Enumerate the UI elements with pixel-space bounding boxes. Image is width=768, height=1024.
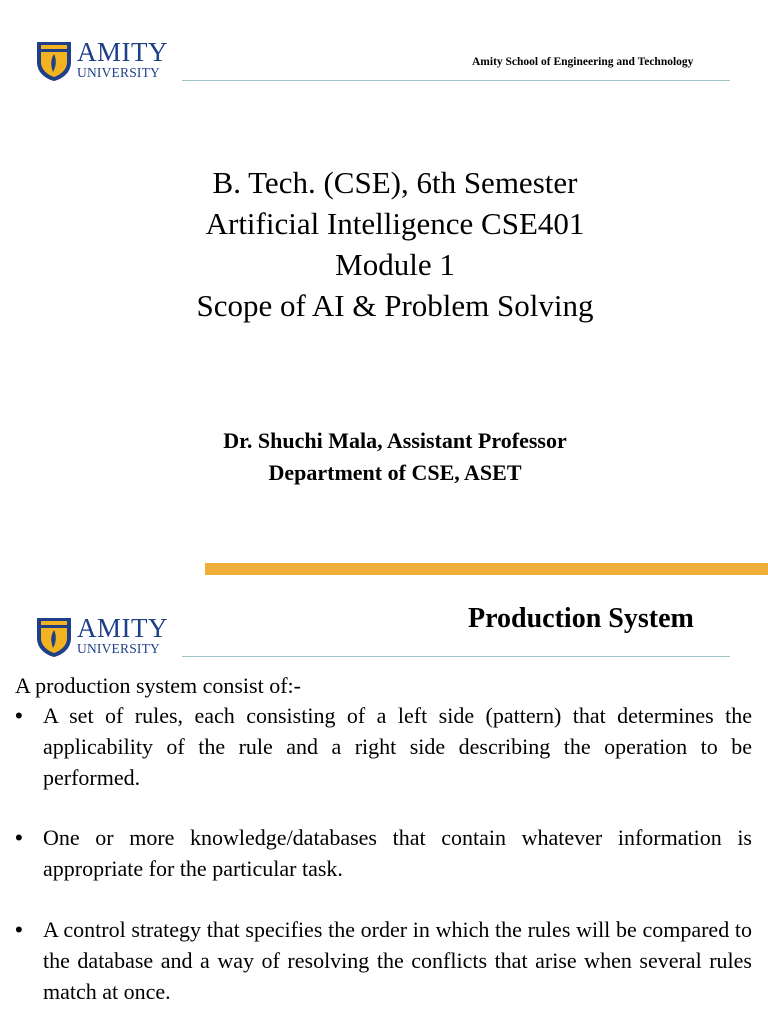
header-divider bbox=[182, 80, 730, 81]
title-line-program: B. Tech. (CSE), 6th Semester bbox=[212, 165, 578, 200]
logo-sub-text: UNIVERSITY bbox=[77, 65, 160, 80]
list-item bbox=[15, 823, 752, 885]
amity-university-logo bbox=[36, 613, 172, 660]
author-name: Dr. Shuchi Mala, Assistant Professor bbox=[223, 428, 567, 453]
logo-sub-text: UNIVERSITY bbox=[77, 641, 160, 656]
slide-divider-bar bbox=[205, 563, 768, 575]
bullet-icon: • bbox=[15, 825, 23, 851]
author-block bbox=[0, 425, 768, 489]
logo-brand-text: AMITY bbox=[77, 613, 168, 643]
list-item-text: A control strategy that specifies the order in which the rules will be compared to the database and a way of resolving the conflicts that arise when several rules match at once. bbox=[43, 916, 752, 1004]
title-line-topic: Scope of AI & Problem Solving bbox=[196, 288, 594, 323]
school-name: Amity School of Engineering and Technology bbox=[472, 56, 694, 68]
bullet-icon: • bbox=[15, 703, 23, 728]
amity-university-logo bbox=[36, 37, 172, 84]
list-item-text: A set of rules, each consisting of a left side (pattern) that determines the applicability of the rule and a right side describing the operation to be performed. bbox=[43, 703, 752, 790]
title-line-course: Artificial Intelligence CSE401 bbox=[205, 206, 585, 241]
component-list bbox=[15, 701, 752, 1007]
bullet-icon: • bbox=[15, 916, 23, 942]
amity-shield-icon bbox=[36, 616, 72, 658]
logo-brand-text: AMITY bbox=[77, 37, 168, 67]
amity-shield-icon bbox=[36, 40, 72, 82]
list-item bbox=[15, 915, 752, 1007]
slide-heading: Production System bbox=[468, 603, 694, 634]
slide-title-block bbox=[0, 162, 768, 326]
title-line-module: Module 1 bbox=[335, 247, 455, 282]
list-item-text: One or more knowledge/databases that contain whatever information is appropriate for the particular task. bbox=[43, 825, 752, 882]
header-divider bbox=[182, 656, 730, 657]
list-item bbox=[15, 701, 752, 793]
intro-text: A production system consist of:- bbox=[15, 673, 301, 698]
author-department: Department of CSE, ASET bbox=[268, 460, 522, 485]
